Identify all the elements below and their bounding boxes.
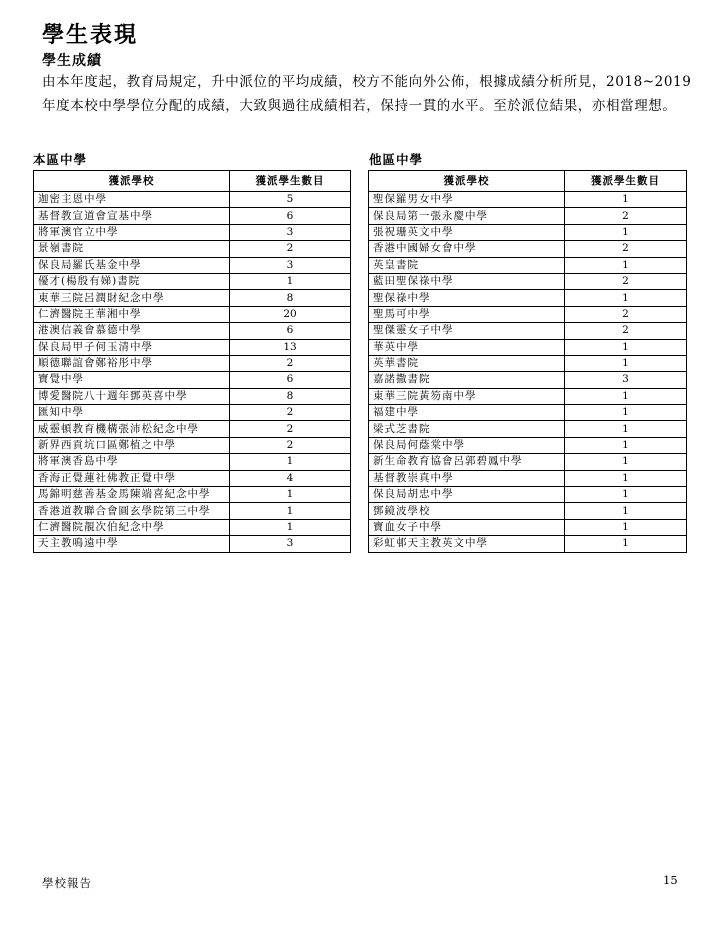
student-count-cell: 1 <box>565 388 687 404</box>
table-row <box>369 503 687 519</box>
school-name-cell: 保良局何蔭棠中學 <box>369 437 565 453</box>
table-row <box>369 224 687 240</box>
school-name-cell: 威靈頓教育機構張沛松紀念中學 <box>34 421 230 437</box>
table-row <box>34 273 351 289</box>
student-count-cell: 1 <box>565 355 687 371</box>
student-count-cell: 6 <box>230 208 351 224</box>
student-count-cell: 1 <box>565 405 687 421</box>
table-row <box>34 487 351 503</box>
table-row <box>369 470 687 486</box>
table-row <box>34 503 351 519</box>
school-name-cell: 寶覺中學 <box>34 372 230 388</box>
school-name-cell: 香港道教聯合會圓玄學院第三中學 <box>34 503 230 519</box>
other-district-rows <box>369 192 687 553</box>
school-name-cell: 聖保羅男女中學 <box>369 192 565 208</box>
student-count-cell: 2 <box>565 306 687 322</box>
table-row <box>34 339 351 355</box>
school-name-cell: 天主教鳴遠中學 <box>34 536 230 552</box>
column-header-count: 獲派學生數目 <box>230 171 351 192</box>
student-count-cell: 1 <box>565 192 687 208</box>
school-name-cell: 聖傑靈女子中學 <box>369 323 565 339</box>
school-name-cell: 英皇書院 <box>369 257 565 273</box>
school-name-cell: 新界西貢坑口區鄭植之中學 <box>34 437 230 453</box>
table-row <box>369 421 687 437</box>
school-name-cell: 港澳信義會慕德中學 <box>34 323 230 339</box>
student-count-cell: 6 <box>230 372 351 388</box>
student-count-cell: 1 <box>565 421 687 437</box>
school-name-cell: 藍田聖保祿中學 <box>369 273 565 289</box>
student-count-cell: 20 <box>230 306 351 322</box>
table-row <box>369 323 687 339</box>
student-count-cell: 4 <box>230 470 351 486</box>
table-row <box>369 241 687 257</box>
school-name-cell: 聖保祿中學 <box>369 290 565 306</box>
school-name-cell: 景嶺書院 <box>34 241 230 257</box>
school-name-cell: 東華三院黃笏南中學 <box>369 388 565 404</box>
student-count-cell: 3 <box>230 257 351 273</box>
table-row <box>369 208 687 224</box>
column-header-school: 獲派學校 <box>34 171 230 192</box>
school-name-cell: 匯知中學 <box>34 405 230 421</box>
student-count-cell: 13 <box>230 339 351 355</box>
table-row <box>34 454 351 470</box>
table-header-row <box>34 171 351 192</box>
column-header-school: 獲派學校 <box>369 171 565 192</box>
school-name-cell: 仁濟醫院靚次伯紀念中學 <box>34 519 230 535</box>
school-name-cell: 將軍澳香島中學 <box>34 454 230 470</box>
local-district-heading: 本區中學 <box>33 152 88 167</box>
student-count-cell: 6 <box>230 323 351 339</box>
student-count-cell: 1 <box>565 536 687 552</box>
school-name-cell: 保良局第一張永慶中學 <box>369 208 565 224</box>
table-row <box>369 339 687 355</box>
student-count-cell: 8 <box>230 388 351 404</box>
student-count-cell: 1 <box>565 339 687 355</box>
table-row <box>369 388 687 404</box>
table-row <box>34 421 351 437</box>
page-title: 學生表現 <box>42 22 139 48</box>
school-name-cell: 聖馬可中學 <box>369 306 565 322</box>
local-district-rows <box>34 192 351 553</box>
table-row <box>34 323 351 339</box>
school-name-cell: 保良局羅氏基金中學 <box>34 257 230 273</box>
table-row <box>369 257 687 273</box>
table-row <box>34 224 351 240</box>
student-count-cell: 2 <box>565 273 687 289</box>
school-name-cell: 順德聯誼會鄭裕彤中學 <box>34 355 230 371</box>
student-count-cell: 1 <box>565 487 687 503</box>
school-name-cell: 香港中國婦女會中學 <box>369 241 565 257</box>
school-name-cell: 馬錦明慈善基金馬陳端喜紀念中學 <box>34 487 230 503</box>
student-count-cell: 1 <box>565 437 687 453</box>
student-count-cell: 2 <box>230 421 351 437</box>
table-row <box>369 192 687 208</box>
student-count-cell: 5 <box>230 192 351 208</box>
table-row <box>34 536 351 552</box>
school-name-cell: 張祝珊英文中學 <box>369 224 565 240</box>
student-count-cell: 2 <box>230 355 351 371</box>
table-row <box>369 454 687 470</box>
school-name-cell: 博愛醫院八十週年鄧英喜中學 <box>34 388 230 404</box>
table-header-row <box>369 171 687 192</box>
student-count-cell: 2 <box>230 405 351 421</box>
table-row <box>34 192 351 208</box>
school-name-cell: 福建中學 <box>369 405 565 421</box>
student-count-cell: 2 <box>565 241 687 257</box>
table-row <box>369 273 687 289</box>
school-name-cell: 華英中學 <box>369 339 565 355</box>
table-row <box>34 470 351 486</box>
other-district-heading: 他區中學 <box>369 152 424 167</box>
student-count-cell: 1 <box>565 470 687 486</box>
table-row <box>369 306 687 322</box>
table-row <box>34 241 351 257</box>
student-count-cell: 2 <box>230 437 351 453</box>
table-row <box>369 290 687 306</box>
student-count-cell: 1 <box>230 273 351 289</box>
student-count-cell: 1 <box>565 290 687 306</box>
student-count-cell: 1 <box>230 487 351 503</box>
table-row <box>34 372 351 388</box>
table-row <box>369 355 687 371</box>
student-count-cell: 1 <box>565 454 687 470</box>
table-row <box>34 306 351 322</box>
table-row <box>34 405 351 421</box>
school-name-cell: 英華書院 <box>369 355 565 371</box>
student-count-cell: 1 <box>230 454 351 470</box>
student-count-cell: 8 <box>230 290 351 306</box>
section-title: 學生成績 <box>42 53 102 69</box>
school-name-cell: 彩虹邨天主教英文中學 <box>369 536 565 552</box>
school-name-cell: 將軍澳官立中學 <box>34 224 230 240</box>
school-name-cell: 仁濟醫院王華湘中學 <box>34 306 230 322</box>
student-count-cell: 1 <box>230 503 351 519</box>
student-count-cell: 1 <box>565 257 687 273</box>
school-name-cell: 基督教崇真中學 <box>369 470 565 486</box>
table-row <box>34 208 351 224</box>
local-district-table <box>33 170 351 553</box>
table-row <box>34 257 351 273</box>
school-name-cell: 迦密主恩中學 <box>34 192 230 208</box>
school-name-cell: 鄧鏡波學校 <box>369 503 565 519</box>
page-number: 15 <box>663 873 678 887</box>
table-row <box>369 519 687 535</box>
student-count-cell: 2 <box>565 208 687 224</box>
footer-label: 學校報告 <box>42 876 92 890</box>
school-name-cell: 新生命教育協會呂郭碧鳳中學 <box>369 454 565 470</box>
school-name-cell: 東華三院呂潤財紀念中學 <box>34 290 230 306</box>
student-count-cell: 2 <box>230 241 351 257</box>
table-row <box>369 487 687 503</box>
school-name-cell: 香海正覺蓮社佛教正覺中學 <box>34 470 230 486</box>
school-name-cell: 寶血女子中學 <box>369 519 565 535</box>
column-header-count: 獲派學生數目 <box>565 171 687 192</box>
table-row <box>34 519 351 535</box>
student-count-cell: 1 <box>565 503 687 519</box>
intro-paragraph: 由本年度起，教育局規定，升中派位的平均成績，校方不能向外公佈，根據成績分析所見，2018~2019 年度本校中學學位分配的成績，大致與過往成績相若，保持一貫的水平。至於派位結果，亦相當理想。 <box>42 74 692 114</box>
table-row <box>34 388 351 404</box>
table-row <box>369 372 687 388</box>
school-name-cell: 梁式芝書院 <box>369 421 565 437</box>
table-row <box>369 405 687 421</box>
table-row <box>34 437 351 453</box>
student-count-cell: 1 <box>565 224 687 240</box>
student-count-cell: 2 <box>565 323 687 339</box>
school-name-cell: 嘉諾撒書院 <box>369 372 565 388</box>
student-count-cell: 3 <box>230 536 351 552</box>
table-row <box>369 536 687 552</box>
table-row <box>34 355 351 371</box>
table-row <box>34 290 351 306</box>
school-name-cell: 基督教宣道會宣基中學 <box>34 208 230 224</box>
other-district-table <box>368 170 687 553</box>
table-row <box>369 437 687 453</box>
student-count-cell: 3 <box>565 372 687 388</box>
school-name-cell: 優才(楊殷有娣)書院 <box>34 273 230 289</box>
school-name-cell: 保良局甲子何玉清中學 <box>34 339 230 355</box>
student-count-cell: 1 <box>565 519 687 535</box>
school-name-cell: 保良局胡忠中學 <box>369 487 565 503</box>
student-count-cell: 1 <box>230 519 351 535</box>
student-count-cell: 3 <box>230 224 351 240</box>
